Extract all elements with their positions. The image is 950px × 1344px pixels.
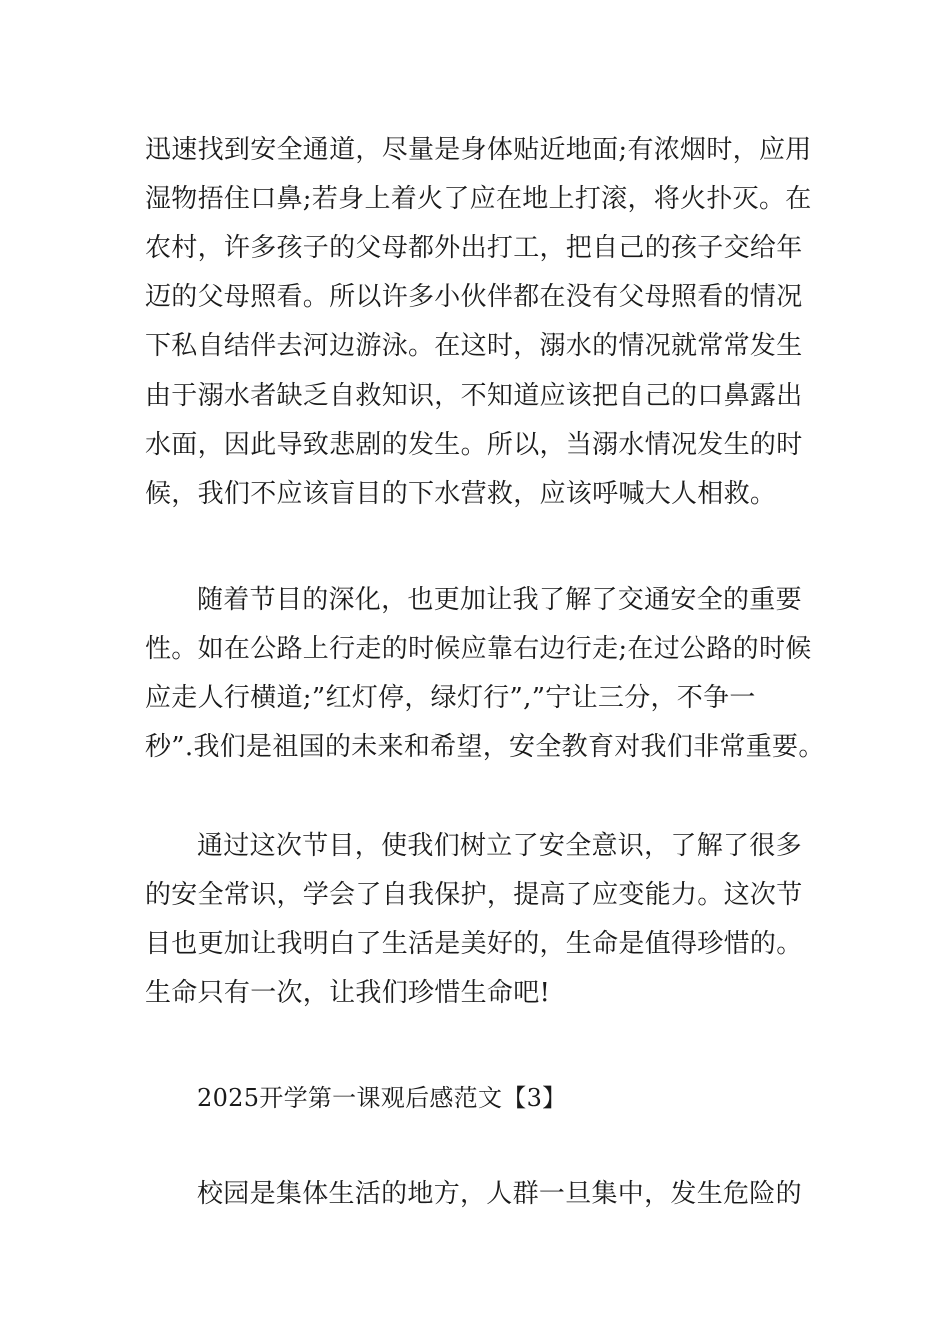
paragraph-3-line-2: 的安全常识，学会了自我保护，提高了应变能力。这次节 <box>145 880 803 910</box>
paragraph-1-line-6: 由于溺水者缺乏自救知识，不知道应该把自己的口鼻露出 <box>145 381 803 411</box>
paragraph-3-line-3: 目也更加让我明白了生活是美好的，生命是值得珍惜的。 <box>145 929 803 959</box>
paragraph-2-line-4: 秒”.我们是祖国的未来和希望，安全教育对我们非常重要。 <box>145 732 825 762</box>
paragraph-1-line-1: 迅速找到安全通道，尽量是身体贴近地面;有浓烟时，应用 <box>145 135 812 165</box>
paragraph-1-line-3: 农村，许多孩子的父母都外出打工，把自己的孩子交给年 <box>145 233 803 263</box>
paragraph-3-line-1: 通过这次节目，使我们树立了安全意识，了解了很多 <box>197 831 802 861</box>
paragraph-1-line-5: 下私自结伴去河边游泳。在这时，溺水的情况就常常发生 <box>145 331 803 361</box>
paragraph-2-line-1: 随着节目的深化，也更加让我了解了交通安全的重要 <box>197 585 802 615</box>
paragraph-3-line-4: 生命只有一次，让我们珍惜生命吧! <box>145 978 551 1008</box>
paragraph-1-line-2: 湿物捂住口鼻;若身上着火了应在地上打滚，将火扑灭。在 <box>145 184 812 214</box>
paragraph-4-line-1: 校园是集体生活的地方，人群一旦集中，发生危险的 <box>197 1179 802 1209</box>
section-heading: 2025开学第一课观后感范文【3】 <box>197 1084 567 1112</box>
paragraph-1-line-4: 迈的父母照看。所以许多小伙伴都在没有父母照看的情况 <box>145 282 803 312</box>
paragraph-2-line-3: 应走人行横道;”红灯停，绿灯行”,”宁让三分，不争一 <box>145 683 756 713</box>
paragraph-1-line-8: 候，我们不应该盲目的下水营救，应该呼喊大人相救。 <box>145 479 777 509</box>
paragraph-2-line-2: 性。如在公路上行走的时候应靠右边行走;在过公路的时候 <box>145 634 812 664</box>
paragraph-1-line-7: 水面，因此导致悲剧的发生。所以，当溺水情况发生的时 <box>145 430 803 460</box>
